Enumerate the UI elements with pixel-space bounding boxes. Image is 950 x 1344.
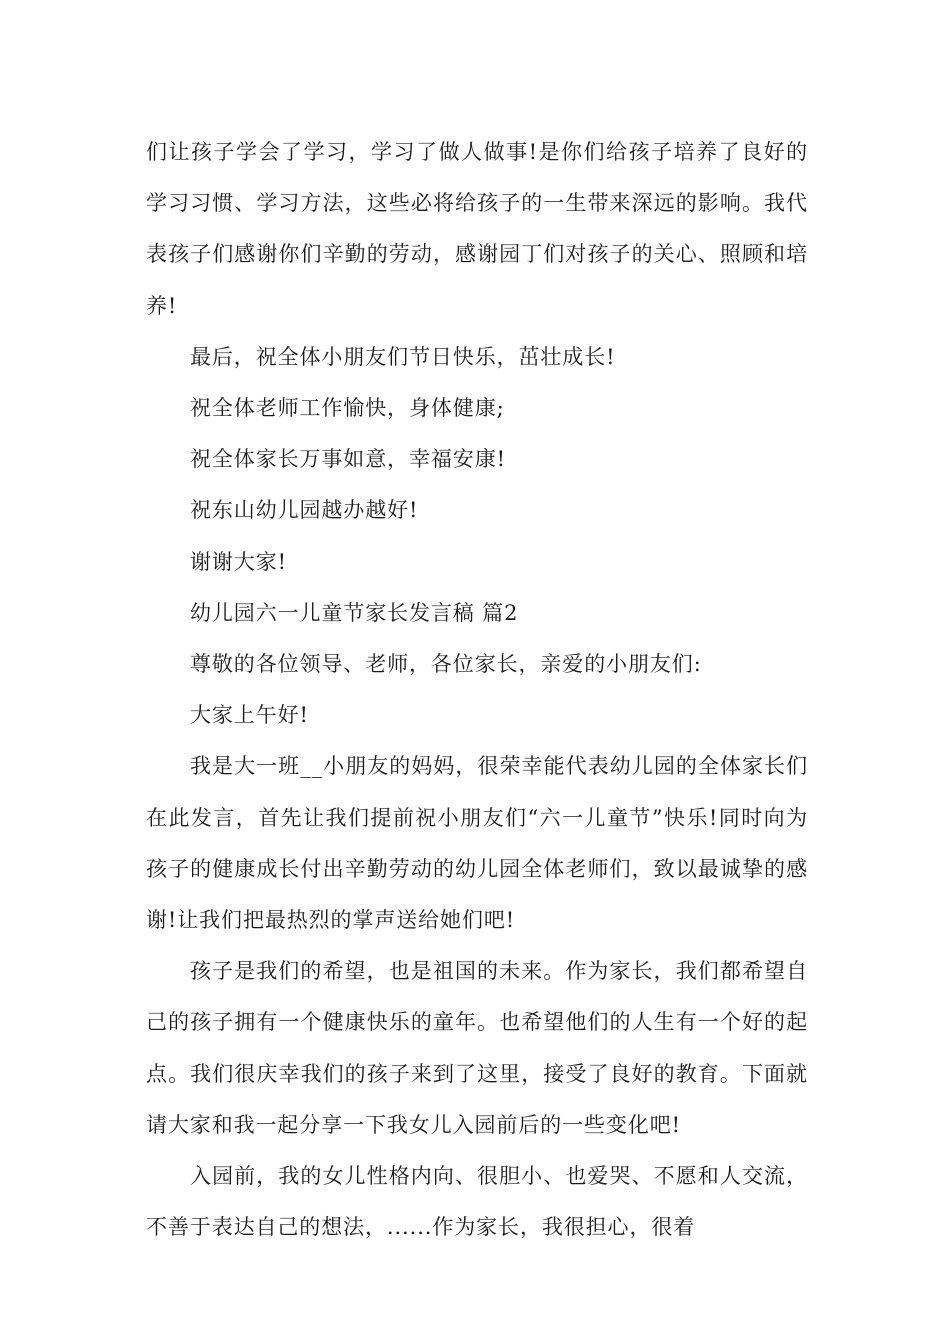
paragraph-introduction: 我是大一班__小朋友的妈妈，很荣幸能代表幼儿园的全体家长们在此发言，首先让我们提前祝小朋友们“六一儿童节”快乐!同时向为孩子的健康成长付出辛勤劳动的幼儿园全体老师们，致以最诚挚的感谢!让我们把最热烈的掌声送给她们吧! [146,754,808,933]
paragraph-wish-teachers: 祝全体老师工作愉快，身体健康; [190,396,505,421]
paragraph-wish-parents: 祝全体家长万事如意，幸福安康! [190,447,506,472]
paragraph-greeting: 大家上午好! [190,703,309,728]
document-body [146,127,808,1253]
paragraph-salutation: 尊敬的各位领导、老师，各位家长，亲爱的小朋友们: [190,652,702,677]
paragraph-continuation: 们让孩子学会了学习，学习了做人做事!是你们给孩子培养了良好的学习习惯、学习方法，这些必将给孩子的一生带来深远的影响。我代表孩子们感谢你们辛勤的劳动，感谢园丁们对孩子的关心、照顾和培养! [146,140,808,318]
paragraph-before-enrollment: 入园前，我的女儿性格内向、很胆小、也爱哭、不愿和人交流，不善于表达自己的想法，......作为家长，我很担心，很着 [146,1164,808,1240]
paragraph-hope: 孩子是我们的希望，也是祖国的未来。作为家长，我们都希望自己的孩子拥有一个健康快乐的童年。也希望他们的人生有一个好的起点。我们很庆幸我们的孩子来到了这里，接受了良好的教育。下面就请大家和我一起分享一下我女儿入园前后的一些变化吧! [146,959,808,1137]
section-heading: 幼儿园六一儿童节家长发言稿 篇2 [190,600,519,625]
paragraph-thanks: 谢谢大家! [190,549,287,574]
paragraph-wish-kindergarten: 祝东山幼儿园越办越好! [190,498,419,523]
paragraph-closing-wish: 最后，祝全体小朋友们节日快乐，茁壮成长! [190,344,616,369]
